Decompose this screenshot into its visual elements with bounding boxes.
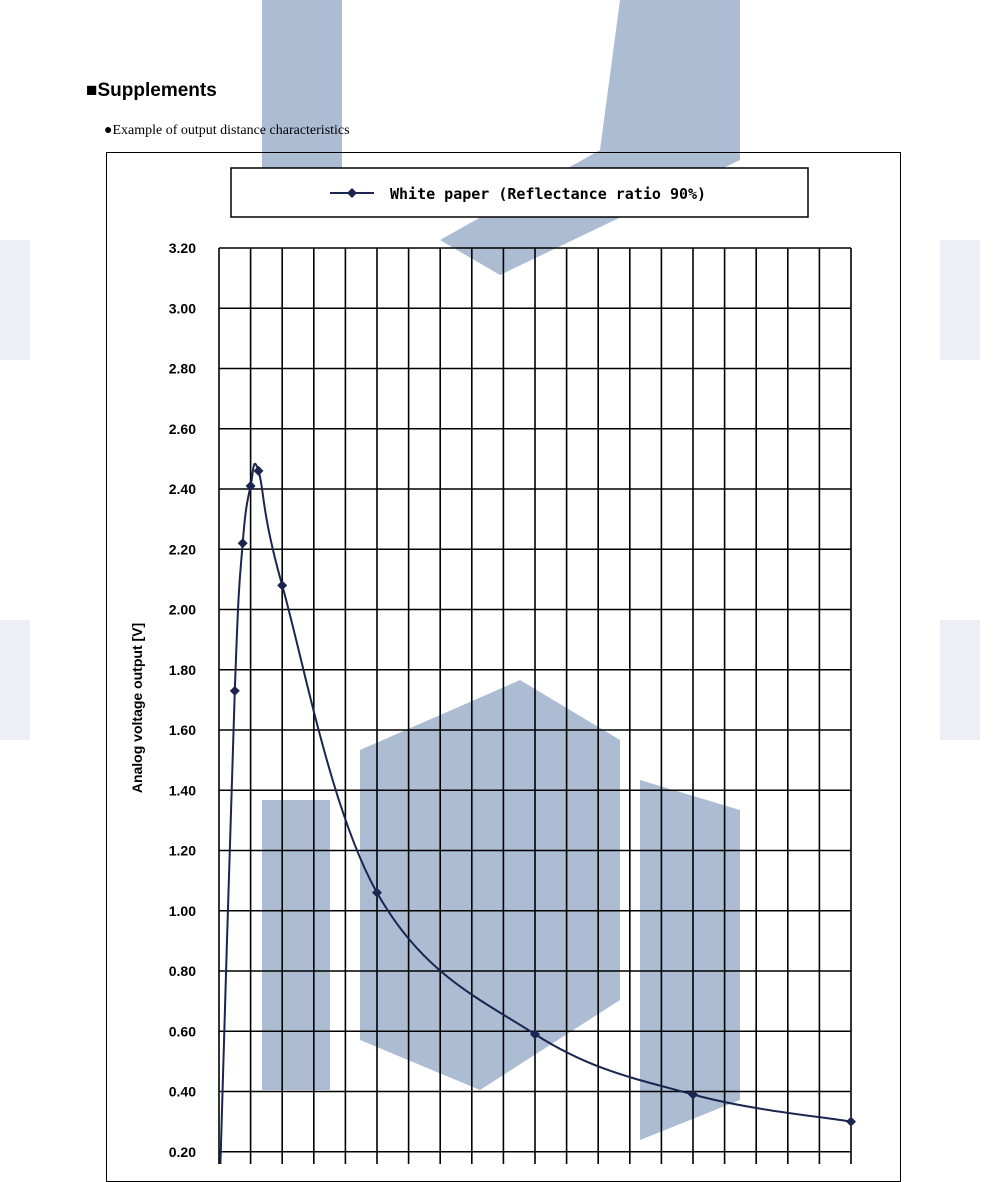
section-title: ■Supplements [86, 80, 217, 101]
y-tick-label: 1.80 [168, 661, 196, 678]
y-tick-label: 2.60 [168, 420, 196, 437]
legend-label: White paper (Reflectance ratio 90%) [390, 185, 707, 203]
y-tick-label: 2.20 [168, 541, 196, 558]
y-tick-label: 1.60 [168, 722, 196, 738]
grid [219, 248, 851, 1164]
y-tick-label: 2.40 [168, 481, 196, 497]
y-tick-label: 1.40 [168, 782, 196, 799]
y-tick-label: 1.20 [168, 842, 196, 859]
y-tick-label: 2.00 [168, 601, 196, 618]
y-tick-label: 0.80 [168, 963, 196, 979]
y-tick-label: 3.20 [168, 240, 196, 256]
y-tick-label: 2.80 [168, 360, 196, 377]
data-point-marker [846, 1117, 856, 1127]
data-point-marker [372, 888, 382, 898]
y-tick-label: 3.00 [168, 300, 196, 317]
y-tick-label: 0.60 [168, 1023, 196, 1040]
data-point-marker [277, 580, 287, 590]
y-tick-label: 0.40 [168, 1083, 196, 1100]
data-point-marker [230, 686, 240, 696]
data-point-marker [254, 466, 264, 476]
data-point-marker [238, 538, 248, 548]
y-tick-labels [169, 240, 196, 1160]
chart-caption: ●Example of output distance characteristics [104, 123, 350, 138]
y-axis-label: Analog voltage output [V] [129, 622, 145, 794]
y-tick-label: 0.20 [168, 1143, 196, 1160]
y-tick-label: 1.00 [168, 902, 196, 919]
